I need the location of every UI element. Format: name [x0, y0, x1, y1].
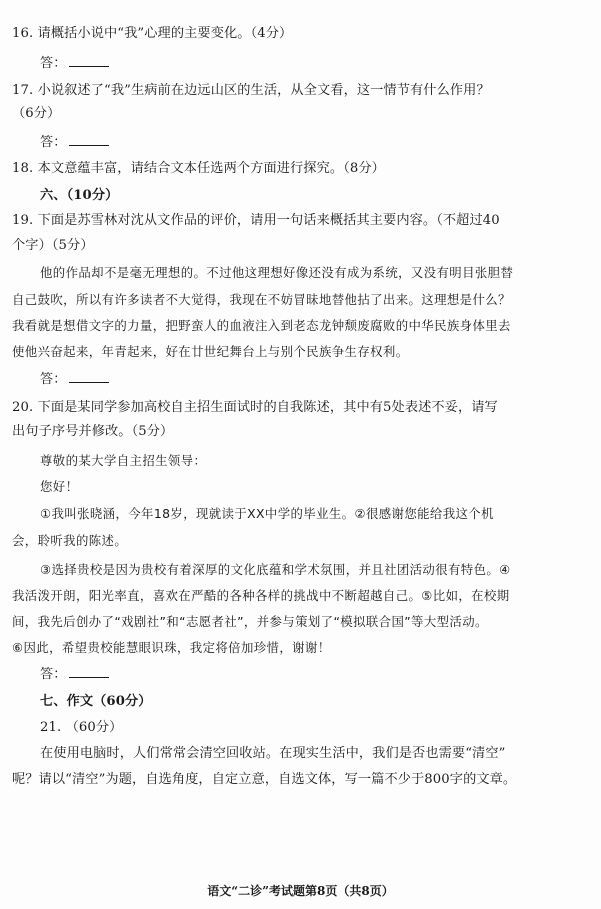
q20-question-line1: 20. 下面是某同学参加高校自主招生面试时的自我陈述，其中有5处表述不妥，请写: [12, 400, 498, 415]
q20-greeting: 您好！: [40, 479, 79, 494]
q20-para1-line2: 会，聆听我的陈述。: [12, 533, 128, 548]
q16-answer-label: 答：: [40, 56, 67, 71]
q19-answer-label: 答：: [40, 372, 67, 387]
page-footer: 语文“二诊”考试题第8页（共8页）: [207, 884, 394, 898]
q20-para2-line1: ③选择贵校是因为贵校有着深厚的文化底蕴和学术氛围，并且社团活动很有特色。④: [40, 562, 511, 577]
q20-answer-label: 答：: [40, 667, 67, 682]
q20-salutation: 尊敬的某大学自主招生领导：: [40, 453, 207, 468]
q17-question-line1: 17. 小说叙述了“我”生病前在边远山区的生活，从全文看，这一情节有什么作用？: [12, 83, 490, 98]
q17-answer-blank: [69, 133, 109, 146]
q20-para2-line3: 间，我先后创办了“戏剧社”和“志愿者社”，并参与策划了“模拟联合国”等大型活动。: [12, 614, 488, 629]
q19-passage-line3: 我看就是想借文字的力量，把野蛮人的血液注入到老态龙钟颓废腐败的中华民族身体里去: [12, 318, 511, 333]
q17-answer-line: [40, 133, 587, 153]
q20-para2-line2: 我活泼开朗，阳光率直，喜欢在严酷的各种各样的挑战中不断超越自己。⑤比如，在校期: [12, 588, 510, 603]
q20-para1-line1: ①我叫张晓涵，今年18岁，现就读于XX中学的毕业生。②很感谢您能给我这个机: [40, 506, 494, 521]
q19-passage-line1: 他的作品却不是毫无理想的。不过他这理想好像还没有成为系统，又没有明目张胆替: [40, 265, 514, 280]
q19-answer-blank: [69, 370, 109, 383]
q20-question-line2: 出句子序号并修改。（5分）: [12, 424, 174, 439]
q19-answer-line: [40, 370, 587, 390]
q16-question: 16. 请概括小说中“我”心理的主要变化。（4分）: [12, 26, 293, 41]
section7-heading: 七、作文（60分）: [40, 694, 152, 709]
q20-answer-blank: [69, 665, 109, 678]
q21-prompt-line1: 在使用电脑时，人们常常会清空回收站。在现实生活中，我们是否也需要“清空”: [40, 746, 506, 761]
q20-para2-line4: ⑥因此，希望贵校能慧眼识珠，我定将倍加珍惜，谢谢！: [12, 640, 331, 655]
q17-answer-label: 答：: [40, 135, 67, 150]
q19-question-line2: 个字）（5分）: [12, 238, 94, 253]
q19-passage-line2: 自己鼓吹，所以有许多读者不大觉得，我现在不妨冒昧地替他拈了出来。这理想是什么？: [12, 292, 511, 307]
section6-heading: 六、（10分）: [40, 188, 119, 203]
q21-label: 21. （60分）: [40, 720, 123, 735]
q20-answer-line: [40, 665, 587, 685]
q16-answer-line: [40, 54, 587, 74]
q19-passage-line4: 使他兴奋起来，年青起来，好在廿世纪舞台上与别个民族争生存权利。: [12, 344, 409, 359]
q18-question: 18. 本文意蕴丰富，请结合文本任选两个方面进行探究。（8分）: [12, 161, 385, 176]
q17-question-line2: （6分）: [12, 106, 61, 121]
q19-question-line1: 19. 下面是苏雪林对沈从文作品的评价，请用一句话来概括其主要内容。（不超过40: [12, 213, 500, 228]
q16-answer-blank: [69, 54, 109, 67]
q21-prompt-line2: 呢？请以“清空”为题，自选角度，自定立意，自选文体，写一篇不少于800字的文章。: [12, 772, 517, 787]
